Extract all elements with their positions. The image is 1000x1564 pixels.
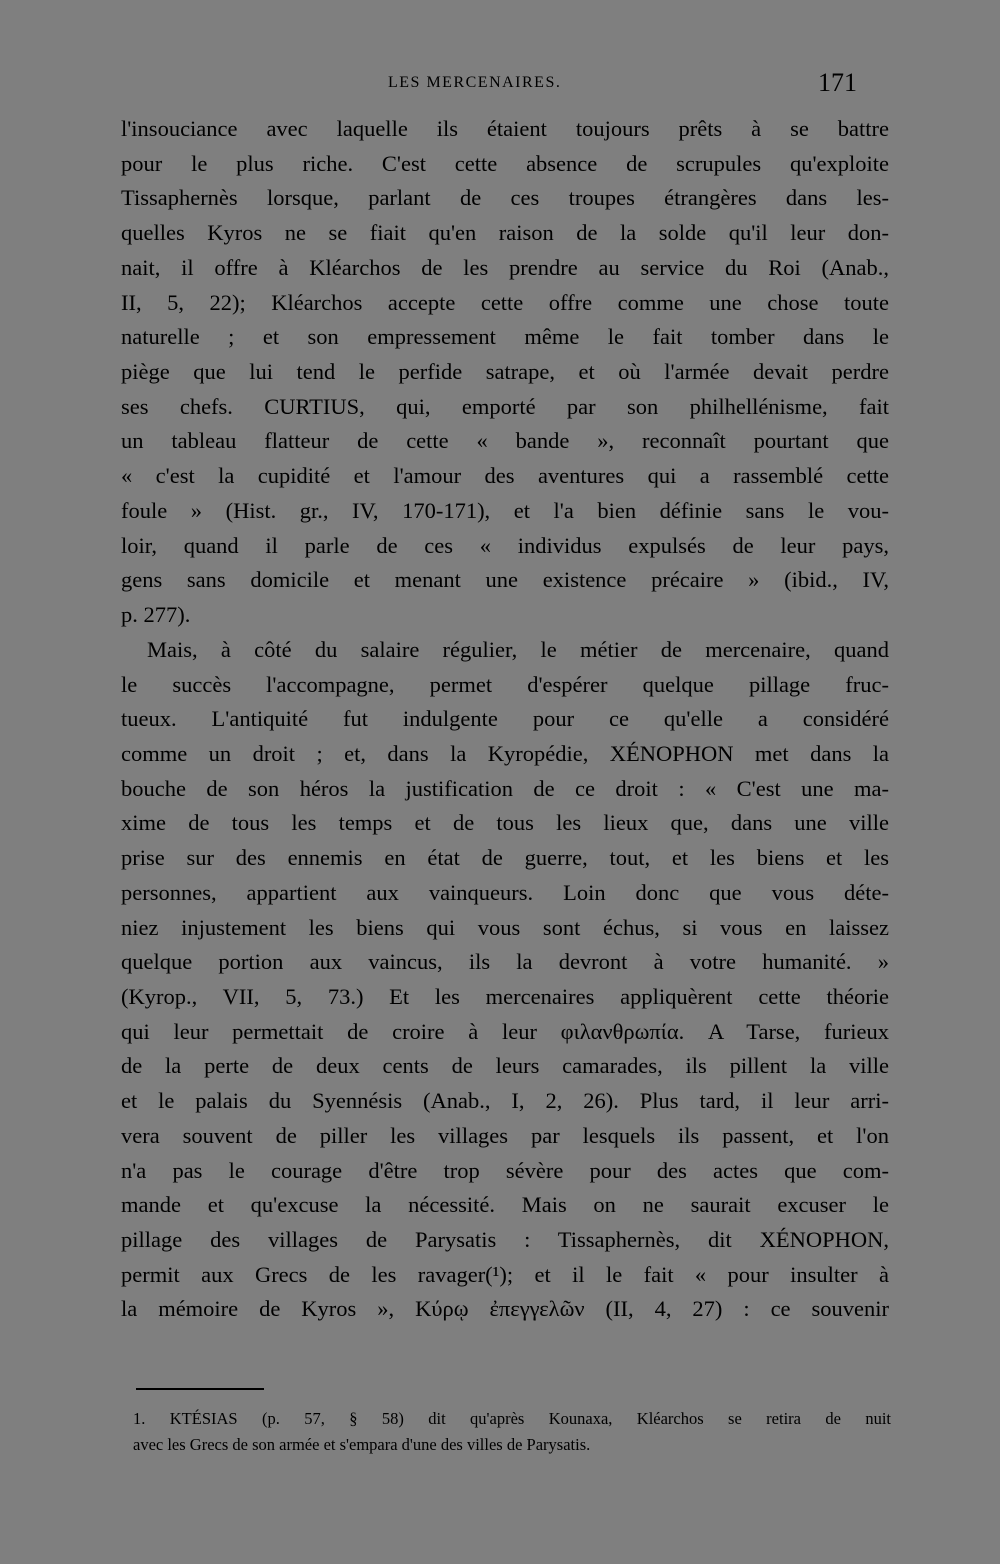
text-line: la mémoire de Kyros », Κύρῳ ἐπεγγελῶν (II, 4, 27) : ce souvenir <box>121 1296 889 1322</box>
text-line: qui leur permettait de croire à leur φιλανθρωπία. A Tarse, furieux <box>121 1018 889 1044</box>
text-line: gens sans domicile et menant une existence précaire » (ibid., IV, <box>121 567 889 593</box>
text-line: (Kyrop., VII, 5, 73.) Et les mercenaires appliquèrent cette théorie <box>121 983 889 1009</box>
text-line: foule » (Hist. gr., IV, 170-171), et l'a bien définie sans le vou- <box>121 497 889 523</box>
text-line: comme un droit ; et, dans la Kyropédie, XÉNOPHON met dans la <box>121 740 889 766</box>
running-head-title: LES MERCENAIRES. <box>388 74 562 91</box>
text-line: n'a pas le courage d'être trop sévère pour des actes que com- <box>121 1157 889 1183</box>
text-line: le succès l'accompagne, permet d'espérer quelque pillage fruc- <box>121 671 889 697</box>
text-line: bouche de son héros la justification de ce droit : « C'est une ma- <box>121 775 889 801</box>
text-line: pour le plus riche. C'est cette absence de scrupules qu'exploite <box>121 150 889 176</box>
text-line: quelles Kyros ne se fiait qu'en raison de la solde qu'il leur don- <box>121 220 889 246</box>
footnote-divider <box>136 1388 264 1390</box>
text-line: quelque portion aux vaincus, ils la devront à votre humanité. » <box>121 949 889 975</box>
text-line: prise sur des ennemis en état de guerre, tout, et les biens et les <box>121 845 889 871</box>
text-line: II, 5, 22); Kléarchos accepte cette offre comme une chose toute <box>121 289 889 315</box>
text-line: pillage des villages de Parysatis : Tissaphernès, dit XÉNOPHON, <box>121 1227 889 1252</box>
page-number: 171 <box>818 68 857 97</box>
text-line: « c'est la cupidité et l'amour des aventures qui a rassemblé cette <box>121 463 889 489</box>
text-line: mande et qu'excuse la nécessité. Mais on ne saurait excuser le <box>121 1192 889 1218</box>
text-line: et le palais du Syennésis (Anab., I, 2, 26). Plus tard, il leur arri- <box>121 1088 889 1114</box>
footnotes <box>133 1406 891 1458</box>
text-line: vera souvent de piller les villages par lesquels ils passent, et l'on <box>121 1122 889 1148</box>
text-line: tueux. L'antiquité fut indulgente pour ce qu'elle a considéré <box>121 706 889 732</box>
text-line: naturelle ; et son empressement même le fait tomber dans le <box>121 324 889 350</box>
text-line: Tissaphernès lorsque, parlant de ces troupes étrangères dans les- <box>121 185 889 211</box>
text-line: permit aux Grecs de les ravager(¹); et il le fait « pour insulter à <box>121 1261 889 1287</box>
text-line: niez injustement les biens qui vous sont échus, si vous en laissez <box>121 914 889 940</box>
text-line: Mais, à côté du salaire régulier, le métier de mercenaire, quand <box>147 636 889 662</box>
text-line: personnes, appartient aux vainqueurs. Loin donc que vous déte- <box>121 879 889 905</box>
text-line: de la perte de deux cents de leurs camarades, ils pillent la ville <box>121 1053 889 1079</box>
footnote-line: avec les Grecs de son armée et s'empara d'une des villes de Parysatis. <box>133 1435 591 1454</box>
text-line: p. 277). <box>121 602 191 628</box>
text-line: un tableau flatteur de cette « bande », reconnaît pourtant que <box>121 428 889 454</box>
text-line: xime de tous les temps et de tous les lieux que, dans une ville <box>121 810 889 836</box>
text-line: nait, il offre à Kléarchos de les prendre au service du Roi (Anab., <box>121 254 889 280</box>
text-line: loir, quand il parle de ces « individus expulsés de leur pays, <box>121 532 889 558</box>
text-line: ses chefs. CURTIUS, qui, emporté par son philhellénisme, fait <box>121 393 889 419</box>
running-head <box>0 68 1000 98</box>
text-line: l'insouciance avec laquelle ils étaient toujours prêts à se battre <box>121 116 889 141</box>
footnote-line: 1. KTÉSIAS (p. 57, § 58) dit qu'après Kounaxa, Kléarchos se retira de nuit <box>133 1409 891 1428</box>
text-line: piège que lui tend le perfide satrape, et où l'armée devait perdre <box>121 359 889 385</box>
body-text <box>121 112 889 1327</box>
